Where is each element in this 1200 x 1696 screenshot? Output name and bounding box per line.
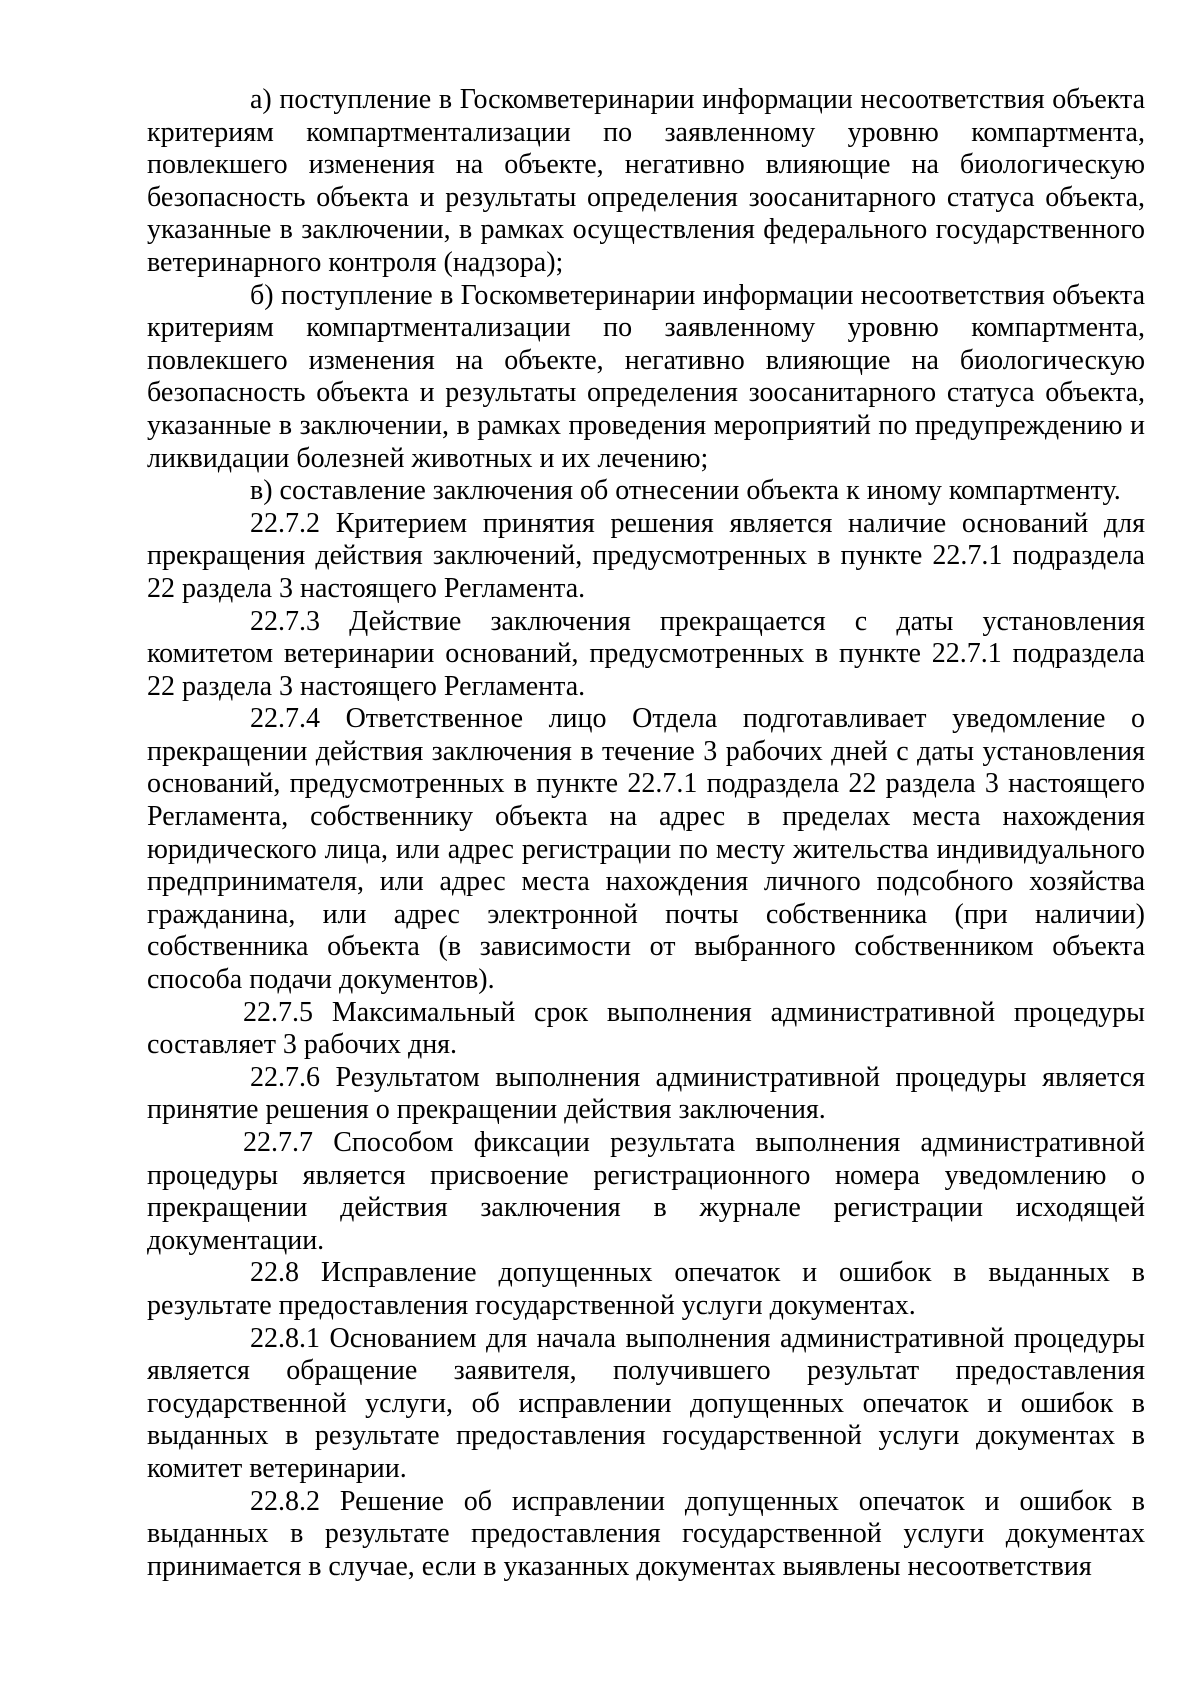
paragraph-22-7-2: 22.7.2 Критерием принятия решения является наличие оснований для прекращения действия заключений, предусмотренных в пункте 22.7.1 подраздела 22 раздела 3 настоящего Регламента. xyxy=(147,507,1145,604)
document-body xyxy=(147,84,1145,1583)
paragraph-22-7-4: 22.7.4 Ответственное лицо Отдела подготавливает уведомление о прекращении действия заключения в течение 3 рабочих дней с даты установления оснований, предусмотренных в пункте 22.7.1 подраздела 22 раздела 3 настоящего Регламента, собственнику объекта на адрес в пределах места нахождения юридического лица, или адрес регистрации по месту жительства индивидуального предпринимателя, или адрес места нахождения личного подсобного хозяйства гражданина, или адрес электронной почты собственника (при наличии) собственника объекта (в зависимости от выбранного собственником объекта способа подачи документов). xyxy=(147,703,1145,996)
paragraph-22-7-6: 22.7.6 Результатом выполнения административной процедуры является принятие решения о прекращении действия заключения. xyxy=(147,1061,1145,1126)
paragraph-item-b: б) поступление в Госкомветеринарии информации несоответствия объекта критериям компартментализации по заявленному уровню компартмента, повлекшего изменения на объекте, негативно влияющие на биологическую безопасность объекта и результаты определения зоосанитарного статуса объекта, указанные в заключении, в рамках проведения мероприятий по предупреждению и ликвидации болезней животных и их лечению; xyxy=(147,279,1145,474)
paragraph-item-v: в) составление заключения об отнесении объекта к иному компартменту. xyxy=(250,475,1121,507)
paragraph-item-a: а) поступление в Госкомветеринарии информации несоответствия объекта критериям компартментализации по заявленному уровню компартмента, повлекшего изменения на объекте, негативно влияющие на биологическую безопасность объекта и результаты определения зоосанитарного статуса объекта, указанные в заключении, в рамках осуществления федерального государственного ветеринарного контроля (надзора); xyxy=(147,84,1145,278)
paragraph-22-8-2: 22.8.2 Решение об исправлении допущенных опечаток и ошибок в выданных в результате предоставления государственной услуги документах принимается в случае, если в указанных документах выявлены несоответствия xyxy=(147,1485,1145,1582)
paragraph-22-7-5: 22.7.5 Максимальный срок выполнения административной процедуры составляет 3 рабочих дня. xyxy=(147,996,1145,1061)
paragraph-22-8-1: 22.8.1 Основанием для начала выполнения административной процедуры является обращение заявителя, получившего результат предоставления государственной услуги, об исправлении допущенных опечаток и ошибок в выданных в результате предоставления государственной услуги документах в комитет ветеринарии. xyxy=(147,1322,1145,1484)
paragraph-22-8: 22.8 Исправление допущенных опечаток и ошибок в выданных в результате предоставления государственной услуги документах. xyxy=(147,1257,1145,1321)
paragraph-22-7-3: 22.7.3 Действие заключения прекращается с даты установления комитетом ветеринарии оснований, предусмотренных в пункте 22.7.1 подраздела 22 раздела 3 настоящего Регламента. xyxy=(147,605,1145,702)
paragraph-22-7-7: 22.7.7 Способом фиксации результата выполнения административной процедуры является присвоение регистрационного номера уведомлению о прекращении действия заключения в журнале регистрации исходящей документации. xyxy=(147,1127,1145,1256)
